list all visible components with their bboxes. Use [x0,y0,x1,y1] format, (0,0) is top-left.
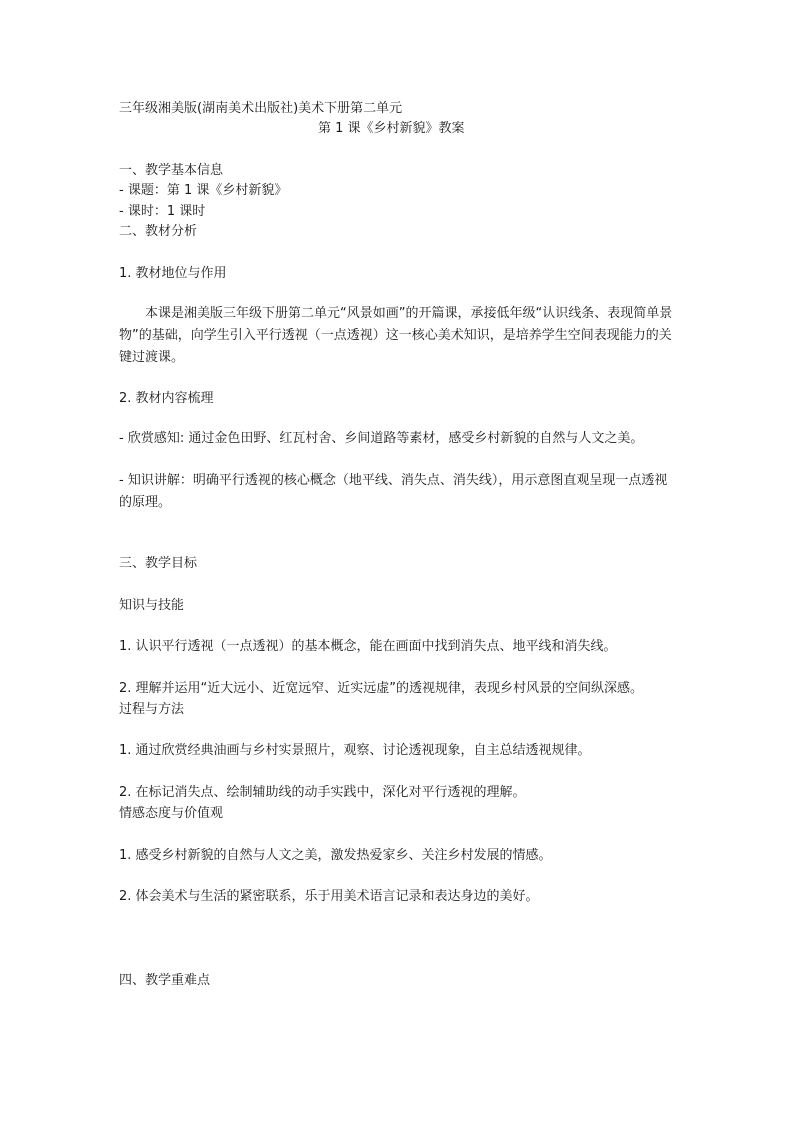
list-item: - 欣赏感知: 通过金色田野、红瓦村舍、乡间道路等素材，感受乡村新貌的自然与人文之美。 [119,431,644,446]
section-2-heading: 二、教材分析 [119,224,198,239]
list-item: 1. 认识平行透视（一点透视）的基本概念，能在画面中找到消失点、地平线和消失线。 [119,639,617,654]
list-item: 1. 通过欣赏经典油画与乡村实景照片，观察、讨论透视现象，自主总结透视规律。 [119,743,591,758]
title-line-2: 第 1 课《乡村新貌》教案 [318,121,465,136]
paragraph: 本课是湘美版三年级下册第二单元“风景如画”的开篇课，承接低年级“认识线条、表现简单景物”的基础，向学生引入平行透视（一点透视）这一核心美术知识，是培养学生空间表现能力的关键过渡课。 [119,306,673,365]
section-4-heading: 四、教学重难点 [119,973,211,988]
section-3-heading: 三、教学目标 [119,556,198,571]
process-heading: 过程与方法 [119,702,185,717]
subsection-heading: 1. 教材地位与作用 [119,266,227,281]
section-1-heading: 一、教学基本信息 [119,163,224,178]
knowledge-heading: 知识与技能 [119,598,185,613]
emotion-heading: 情感态度与价值观 [119,806,224,821]
list-item: 2. 理解并运用“近大远小、近宽远窄、近实远虚”的透视规律，表现乡村风景的空间纵深感。 [119,681,644,696]
subsection-heading: 2. 教材内容梳理 [119,391,214,406]
list-item: 1. 感受乡村新貌的自然与人文之美，激发热爱家乡、关注乡村发展的情感。 [119,848,552,863]
list-item: - 知识讲解：明确平行透视的核心概念（地平线、消失点、消失线），用示意图直观呈现一点透视的原理。 [119,473,668,510]
list-item: 2. 在标记消失点、绘制辅助线的动手实践中，深化对平行透视的理解。 [119,785,526,800]
title-line-1: 三年级湘美版(湖南美术出版社)美术下册第二单元 [119,101,403,116]
list-item: 2. 体会美术与生活的紧密联系，乐于用美术语言记录和表达身边的美好。 [119,889,539,904]
info-item-topic: - 课题：第 1 课《乡村新貌》 [119,183,288,198]
info-item-hours: - 课时：1 课时 [119,204,206,219]
